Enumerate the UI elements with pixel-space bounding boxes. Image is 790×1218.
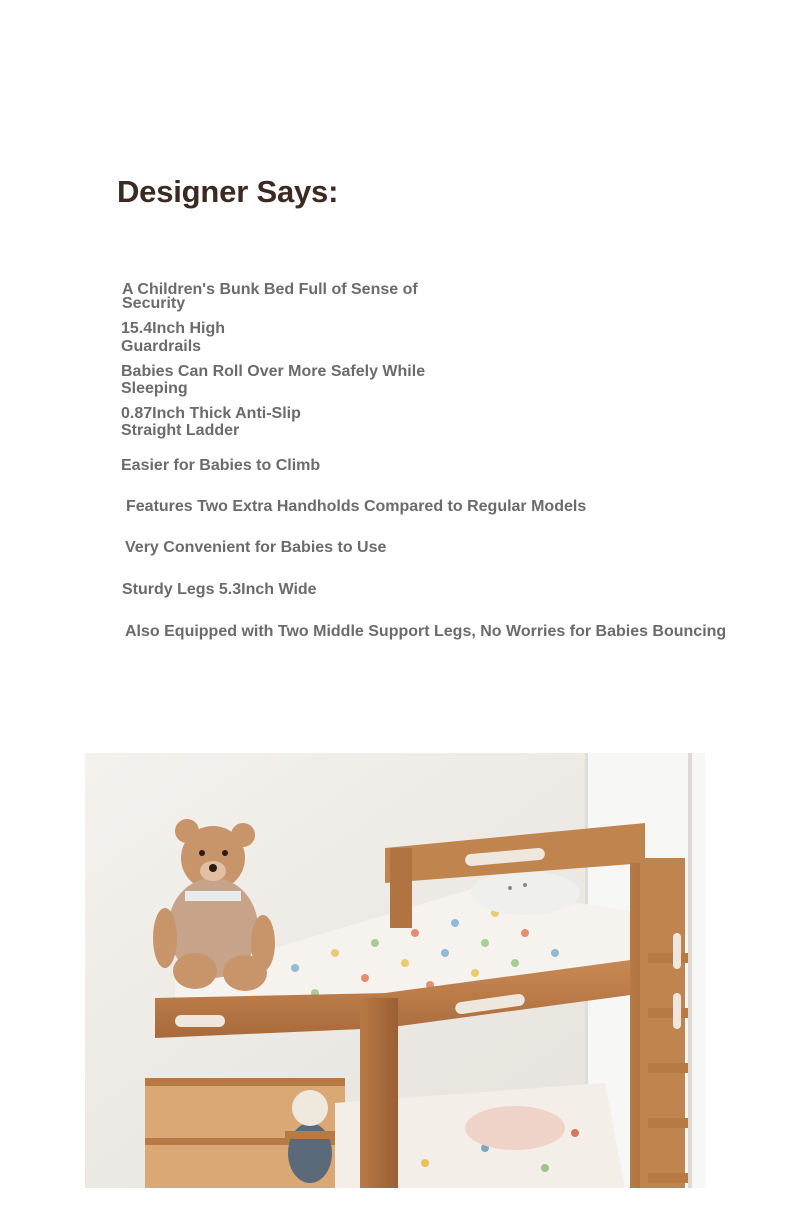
feature-line: 0.87Inch Thick Anti-Slip [121,405,301,422]
feature-line: Very Convenient for Babies to Use [125,539,387,556]
page-title: Designer Says: [117,174,339,209]
feature-line: A Children's Bunk Bed Full of Sense of [122,281,418,298]
feature-line: Guardrails [121,338,202,355]
feature-line: Easier for Babies to Climb [121,457,321,474]
feature-line: 15.4Inch High [121,320,226,337]
bunk-bed-photo [85,753,705,1188]
feature-line: Sleeping [121,380,188,397]
feature-line: Features Two Extra Handholds Compared to Regular Models [126,498,587,515]
feature-line: Security [122,295,186,312]
feature-line: Also Equipped with Two Middle Support Legs, No Worries for Babies Bouncing [125,623,727,640]
feature-line: Babies Can Roll Over More Safely While [121,363,426,380]
feature-line: Straight Ladder [121,422,240,439]
feature-line: Sturdy Legs 5.3Inch Wide [122,581,317,598]
